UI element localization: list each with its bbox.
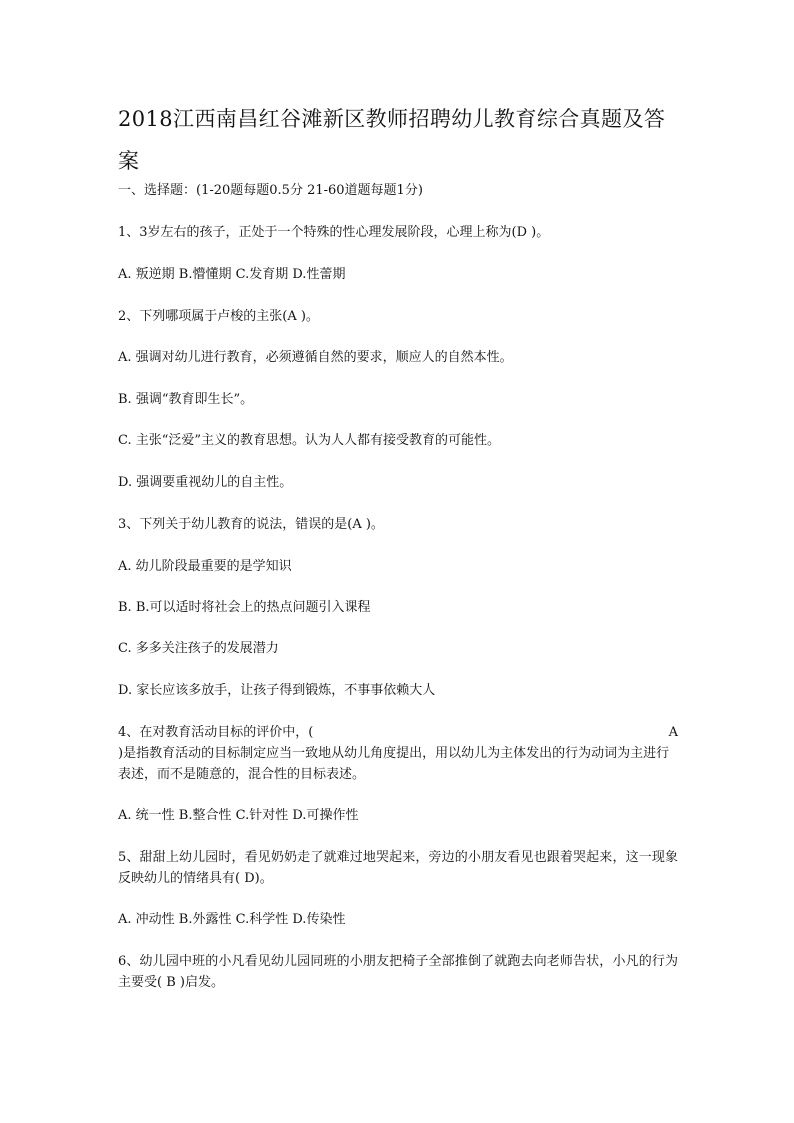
question-3-stem: 3、下列关于幼儿教育的说法，错误的是(A )。	[118, 517, 384, 532]
question-1-stem: 1、3岁左右的孩子，正处于一个特殊的性心理发展阶段，心理上称为(D )。	[118, 225, 550, 240]
question-4-stem-rest: )是指教育活动的目标制定应当一致地从幼儿角度提出，用以幼儿为主体发出的行为动词为主进行表述，而不是随意的，混合性的目标表述。	[118, 746, 670, 782]
question-2-option-b: B. 强调“教育即生长”。	[118, 392, 254, 407]
question-2-option-d: D. 强调要重视幼儿的自主性。	[118, 475, 293, 490]
question-4-options: A. 统一性 B.整合性 C.针对性 D.可操作性	[118, 808, 359, 823]
question-5-options: A. 冲动性 B.外露性 C.科学性 D.传染性	[118, 912, 346, 927]
question-3-option-d: D. 家长应该多放手，让孩子得到锻炼，不事事依赖大人	[118, 683, 436, 698]
document-title: 2018江西南昌红谷滩新区教师招聘幼儿教育综合真题及答案	[118, 107, 666, 173]
section-heading: 一、选择题：(1-20题每题0.5分 21-60道题每题1分)	[118, 183, 423, 198]
question-3-option-c: C. 多多关注孩子的发展潜力	[118, 641, 279, 656]
question-5-stem: 5、甜甜上幼儿园时，看见奶奶走了就难过地哭起来，旁边的小朋友看见也跟着哭起来，这一现象反映幼儿的情绪具有( D)。	[118, 850, 678, 886]
question-1-options: A. 叛逆期 B.懵懂期 C.发育期 D.性蕾期	[118, 267, 346, 282]
question-2-option-c: C. 主张“泛爱”主义的教育思想。认为人人都有接受教育的可能性。	[118, 433, 501, 448]
question-2-option-a: A. 强调对幼儿进行教育，必须遵循自然的要求，顺应人的自然本性。	[118, 350, 513, 365]
question-3-option-b: B. B.可以适时将社会上的热点问题引入课程	[118, 600, 371, 615]
question-2-stem: 2、下列哪项属于卢梭的主张(A )。	[118, 309, 319, 324]
question-4-stem-start: 4、在对教育活动目标的评价中，(	[118, 725, 314, 740]
question-4-first-line	[118, 722, 678, 743]
question-6-stem: 6、幼儿园中班的小凡看见幼儿园同班的小朋友把椅子全部推倒了就跑去向老师告状，小凡的行为主要受( B )启发。	[118, 954, 678, 990]
question-4-answer: A	[668, 725, 678, 740]
question-4-stem	[118, 722, 678, 785]
question-3-option-a: A. 幼儿阶段最重要的是学知识	[118, 559, 292, 574]
